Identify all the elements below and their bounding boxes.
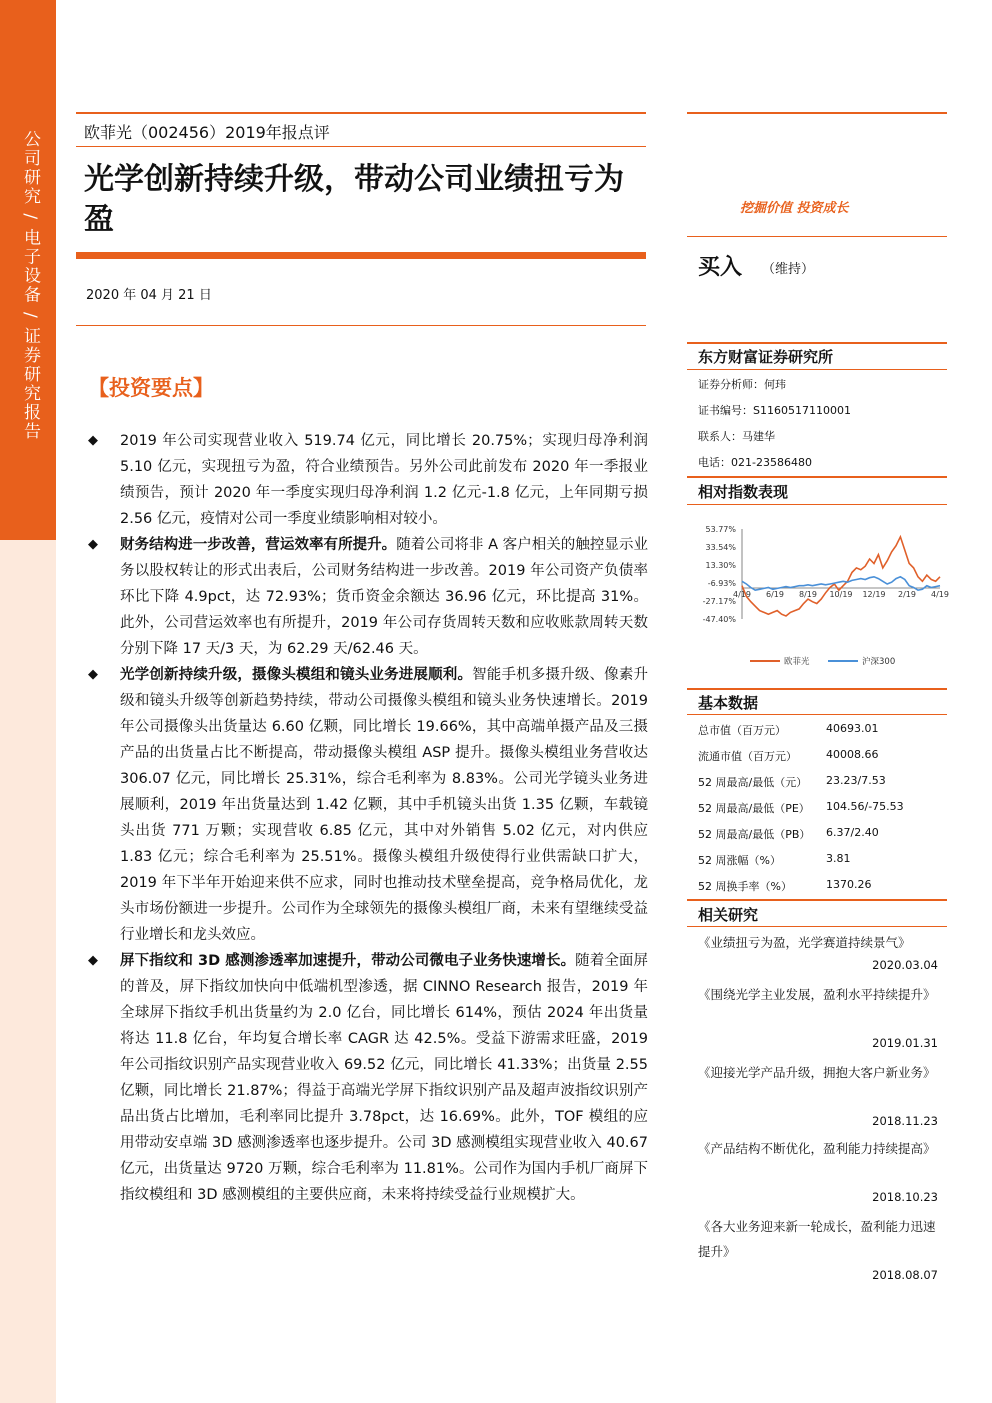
rule — [687, 504, 947, 505]
y-tick-label: -27.17% — [702, 597, 736, 606]
x-tick-label: 4/19 — [931, 589, 949, 599]
diamond-bullet-icon: ◆ — [88, 953, 98, 968]
rule — [687, 714, 947, 715]
rule — [687, 926, 947, 927]
bullet-bold: 屏下指纹和 3D 感测渗透率加速提升，带动公司微电子业务快速增长。 — [120, 953, 576, 969]
title-bar — [76, 252, 646, 259]
basic-heading: 基本数据 — [698, 694, 759, 712]
chart-heading: 相对指数表现 — [698, 483, 789, 501]
sidebar-label: 公司研究 / 电子设备 / 证券研究报告 — [20, 130, 40, 442]
report-title[interactable]: 《业绩扭亏为盈，光学赛道持续景气》 — [698, 935, 911, 950]
x-tick-label: 12/19 — [862, 589, 886, 599]
basic-value: 1370.26 — [826, 878, 872, 891]
report-date: 2018.11.23 — [872, 1114, 938, 1128]
sidebar — [0, 0, 56, 1403]
bullet-text: 随着全面屏的普及，屏下指纹加快向中低端机型渗透，据 CINNO Research 报告，2019 年全球屏下指纹手机出货量约为 2.0 亿台，同比增长 614%，预估 2024 年出货量将达 11.8 亿台，年均复合增长率 CAGR 达 42.5%。受益下游需求旺盛，2019 年公司指纹识别产品实现营业收入 69.52 亿元，同比增长 41.33%；出货量 2.55 亿颗，同比增长 21.87%；得益于高端光学屏下指纹识别产品及超声波指纹识别产品出货占比增加，毛利率同比提升 3.78pct，达 16.69%。此外，TOF 模组的应用带动安卓端 3D 感测渗透率也逐步提升。公司 3D 感测模组实现营业收入 40.67 亿元，出货量达 9720 万颗，综合毛利率为 11.81%。公司作为国内手机厂商屏下指纹模组和 3D 感测模组的主要供应商，未来将持续受益行业规模扩大。 — [120, 953, 648, 1203]
bullet-text: 2019 年公司实现营业收入 519.74 亿元，同比增长 20.75%；实现归母净利润 5.10 亿元，实现扭亏为盈，符合业绩预告。另外公司此前发布 2020 年一季报业绩预告，预计 2020 年一季度实现归母净利润 1.2 亿元-1.8 亿元，上年同期亏损 2.56 亿元，疫情对公司一季度业绩影响相对较小。 — [120, 433, 648, 527]
y-tick-label: -47.40% — [702, 615, 736, 624]
phone: 电话：021-23586480 — [698, 456, 812, 469]
y-tick-label: 33.54% — [705, 543, 736, 552]
page-title: 光学创新持续升级，带动公司业绩扭亏为盈 — [84, 162, 624, 237]
bullet-bold: 财务结构进一步改善，营运效率有所提升。 — [120, 537, 397, 553]
basic-value: 104.56/-75.53 — [826, 800, 904, 813]
bullet-text: 智能手机多摄升级、像素升级和镜头升级等创新趋势持续，带动公司摄像头模组和镜头业务快速增长。2019 年公司摄像头出货量达 6.60 亿颗，同比增长 19.66%，其中高端单摄产品及三摄产品的出货量占比不断提高，带动摄像头模组 ASP 提升。摄像头模组业务营收达 306.07 亿元，同比增长 25.31%，综合毛利率为 8.83%。公司光学镜头业务进展顺利，2019 年出货量达到 1.42 亿颗，其中手机镜头出货 1.35 亿颗，车载镜头出货 771 万颗；实现营收 6.85 亿元，其中对外销售 5.02 亿元，对内供应 1.83 亿元；综合毛利率为 25.51%。摄像头模组升级使得行业供需缺口扩大，2019 年下半年开始迎来供不应求，同时也推动技术壁垒提高，竞争格局优化，龙头市场份额进一步提升。公司作为全球领先的摄像头模组厂商，未来有望继续受益行业增长和龙头效应。 — [120, 667, 649, 943]
basic-value: 40693.01 — [826, 722, 879, 735]
basic-key: 流通市值（百万元） — [698, 750, 797, 763]
section-heading: 【投资要点】 — [88, 375, 214, 400]
report-date: 2018.08.07 — [872, 1268, 938, 1282]
basic-row — [698, 878, 948, 894]
basic-value: 3.81 — [826, 852, 851, 865]
report-title[interactable]: 《产品结构不断优化，盈利能力持续提高》 — [698, 1141, 936, 1156]
basic-row — [698, 852, 948, 868]
investment-points — [88, 428, 648, 1208]
rule — [687, 369, 947, 370]
rule — [687, 236, 947, 237]
bullet-text: 随着公司将非 A 客户相关的触控显示业务以股权转让的形式出表后，公司财务结构进一步改善。2019 年公司资产负债率环比下降 4.9pct，达 72.93%；货币资金余额达 36.96 亿元，环比提高 31%。此外，公司营运效率也有所提升，2019 年公司存货周转天数和应收账款周转天数分别下降 17 天/3 天，为 62.29 天/62.46 天。 — [120, 537, 648, 657]
report-date: 2018.10.23 — [872, 1190, 938, 1204]
report-date: 2019.01.31 — [872, 1036, 938, 1050]
x-tick-label: 2/19 — [898, 589, 916, 599]
report-title[interactable]: 《迎接光学产品升级，拥抱大客户新业务》 — [698, 1065, 936, 1080]
diamond-bullet-icon: ◆ — [88, 667, 98, 682]
header-rule — [76, 146, 646, 147]
rating: 买入 — [698, 255, 743, 280]
bullet-item — [88, 662, 648, 948]
institute: 东方财富证券研究所 — [698, 348, 834, 366]
legend-label: 沪深300 — [862, 657, 896, 667]
basic-value: 23.23/7.53 — [826, 774, 886, 787]
bullet-item — [88, 428, 648, 532]
report-title[interactable]: 《围绕光学主业发展，盈利水平持续提升》 — [698, 987, 936, 1002]
series-line — [742, 537, 940, 616]
report-date: 2020 年 04 月 21 日 — [86, 288, 212, 303]
date-rule — [76, 325, 646, 326]
x-tick-label: 8/19 — [799, 589, 817, 599]
basic-row — [698, 748, 948, 764]
basic-row — [698, 800, 948, 816]
x-tick-label: 6/19 — [766, 589, 784, 599]
relative-index-chart — [690, 515, 949, 675]
y-tick-label: 53.77% — [705, 525, 736, 534]
top-rule — [76, 112, 646, 114]
basic-key: 52 周最高/最低（PE） — [698, 802, 810, 815]
basic-value: 40008.66 — [826, 748, 879, 761]
basic-row — [698, 826, 948, 842]
contact: 联系人：马建华 — [698, 430, 775, 443]
y-tick-label: 13.30% — [705, 561, 736, 570]
cert-number: 证书编号：S1160517110001 — [698, 404, 851, 417]
bullet-item — [88, 532, 648, 662]
rule — [687, 476, 947, 478]
report-header: 欧菲光（002456）2019年报点评 — [84, 123, 330, 142]
basic-key: 52 周涨幅（%） — [698, 854, 781, 867]
analyst: 证券分析师：何玮 — [698, 378, 786, 391]
research-heading: 相关研究 — [698, 906, 759, 924]
basic-row — [698, 774, 948, 790]
rating-sub: （维持） — [762, 262, 815, 277]
basic-value: 6.37/2.40 — [826, 826, 879, 839]
rule — [687, 899, 947, 901]
x-tick-label: 10/19 — [829, 589, 853, 599]
basic-row — [698, 722, 948, 738]
top-rule-right — [687, 112, 947, 114]
legend-label: 欧菲光 — [784, 657, 810, 667]
basic-key: 52 周换手率（%） — [698, 880, 792, 893]
y-tick-label: -6.93% — [707, 579, 736, 588]
rule — [687, 688, 947, 690]
x-tick-label: 4/19 — [733, 589, 751, 599]
basic-key: 52 周最高/最低（PB） — [698, 828, 811, 841]
rule — [687, 342, 947, 344]
report-title[interactable]: 《各大业务迎来新一轮成长，盈利能力迅速提升》 — [698, 1219, 936, 1259]
basic-key: 52 周最高/最低（元） — [698, 776, 808, 789]
bullet-bold: 光学创新持续升级，摄像头模组和镜头业务进展顺利。 — [120, 667, 473, 683]
diamond-bullet-icon: ◆ — [88, 433, 98, 448]
bullet-item — [88, 948, 648, 1208]
report-date: 2020.03.04 — [872, 958, 938, 972]
slogan: 挖掘价值 投资成长 — [740, 201, 849, 216]
basic-key: 总市值（百万元） — [698, 724, 786, 737]
diamond-bullet-icon: ◆ — [88, 537, 98, 552]
